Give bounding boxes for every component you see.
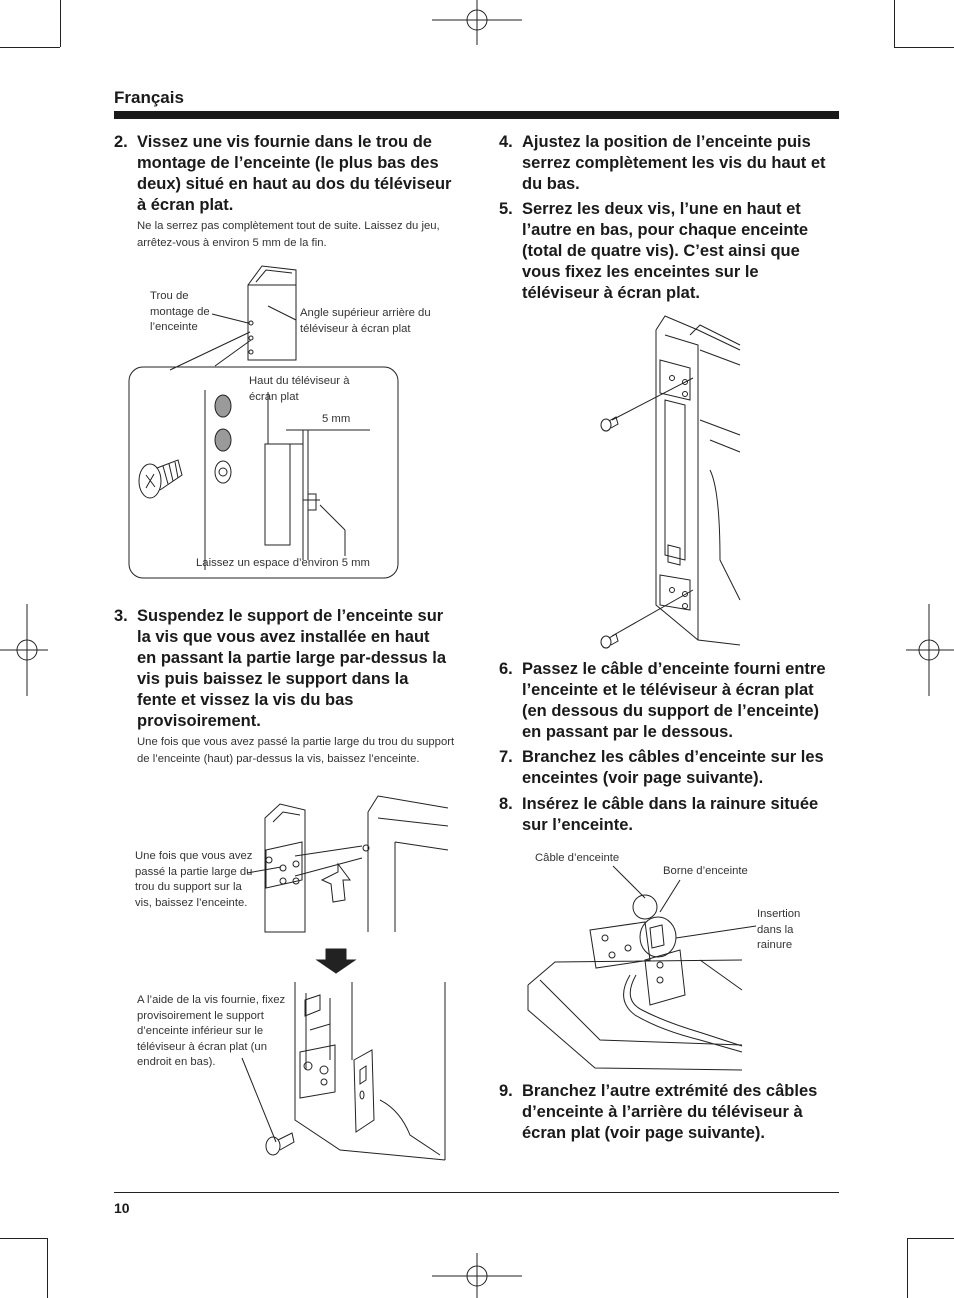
step-number: 4. [499, 133, 513, 151]
page-number: 10 [114, 1200, 130, 1216]
label-speaker-cable: Câble d’enceinte [535, 852, 620, 864]
label-groove-insertion: Insertion dans la rainure [757, 908, 801, 951]
step-text: Passez le câble d’enceinte fourni entre l’enceinte et le téléviseur à écran plat (en dessous du support de l’enceinte) en passant par le dessous. [522, 660, 826, 741]
label-speaker-terminal: Borne d’enceinte [663, 865, 748, 877]
step-text: Insérez le câble dans la rainure située sur l’enceinte. [522, 795, 819, 834]
step-number: 2. [114, 133, 128, 151]
label-tv-corner: Angle supérieur arrière du téléviseur à écran plat [300, 307, 431, 335]
language-heading: Français [114, 88, 184, 107]
step-number: 7. [499, 748, 513, 766]
step-text: Serrez les deux vis, l’une en haut et l’autre en bas, pour chaque enceinte (total de quatre vis). C’est ainsi que vous fixez les enceintes sur le téléviseur à écran plat. [522, 200, 809, 302]
label-temporary-screw: A l’aide de la vis fournie, fixez provisoirement le support d’enceinte inférieur sur le téléviseur à écran plat (un endroit en bas). [137, 994, 286, 1068]
footer-rule [114, 1192, 839, 1193]
step-text: Branchez l’autre extrémité des câbles d’enceinte à l’arrière du téléviseur à écran plat (voir page suivante). [522, 1082, 818, 1142]
step-text: Ajustez la position de l’enceinte puis serrez complètement les vis du haut et du bas. [522, 133, 826, 193]
step-number: 8. [499, 795, 513, 813]
step-number: 6. [499, 660, 513, 678]
label-tv-top: Haut du téléviseur à écran plat [249, 375, 350, 403]
step-number: 5. [499, 200, 513, 218]
step-2-note: Ne la serrez pas complètement tout de suite. Laissez du jeu, arrêtez-vous à environ 5 mm de la fin. [137, 220, 440, 249]
step-text: Vissez une vis fournie dans le trou de montage de l’enceinte (le plus bas des deux) situé en haut au dos du téléviseur à écran plat. [137, 133, 452, 214]
step-text: Branchez les câbles d’enceinte sur les enceintes (voir page suivante). [522, 748, 824, 787]
label-lower-speaker: Une fois que vous avez passé la partie large du trou du support sur la vis, baissez l’enceinte. [135, 850, 253, 909]
step-number: 3. [114, 607, 128, 625]
label-5mm: 5 mm [322, 413, 351, 425]
label-mounting-hole: Trou de montage de l’enceinte [150, 290, 210, 333]
label-gap: Laissez un espace d’environ 5 mm [196, 557, 370, 569]
step-number: 9. [499, 1082, 513, 1100]
step-3-note: Une fois que vous avez passé la partie large du trou du support de l’enceinte (haut) par-dessus la vis, baissez l’enceinte. [137, 736, 455, 765]
step-text: Suspendez le support de l’enceinte sur la vis que vous avez installée en haut en passant la partie large par-dessus la vis puis baissez le support dans la fente et vissez la vis du bas provisoirement. [137, 607, 447, 730]
